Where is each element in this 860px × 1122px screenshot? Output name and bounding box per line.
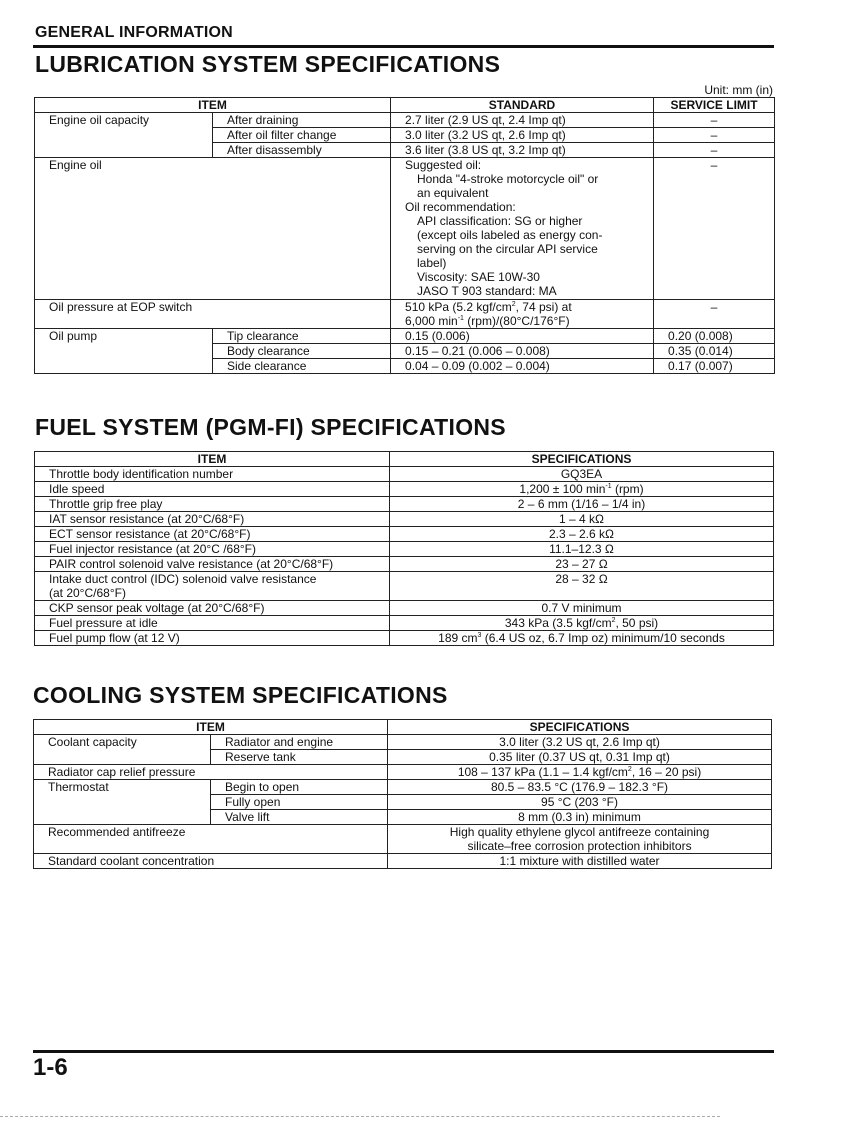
limit-value: – — [654, 143, 775, 158]
sub-item: After draining — [213, 113, 391, 128]
table-header-row — [35, 98, 775, 113]
spec-value: 108 – 137 kPa (1.1 – 1.4 kgf/$cm^2$, 16 – 20 psi) — [388, 765, 772, 780]
standard-value: 0.04 – 0.09 (0.002 – 0.004) — [391, 359, 654, 374]
standard-value: 0.15 – 0.21 (0.006 – 0.008) — [391, 344, 654, 359]
table-row — [35, 512, 774, 527]
sub-item: After oil filter change — [213, 128, 391, 143]
item-label: Thermostat — [34, 780, 211, 825]
limit-value: – — [654, 128, 775, 143]
header-rule — [33, 45, 774, 48]
scan-artifact-line — [0, 1116, 720, 1117]
table-row — [34, 765, 772, 780]
spec-value: 8 mm (0.3 in) minimum — [388, 810, 772, 825]
table-header-row — [35, 452, 774, 467]
fuel-title: FUEL SYSTEM (PGM-FI) SPECIFICATIONS — [35, 414, 506, 440]
table-row — [35, 542, 774, 557]
api-line: serving on the circular API service — [417, 242, 598, 256]
item-label: Intake duct control (IDC) solenoid valve resistance (at 20°C/68°F) — [35, 572, 390, 601]
suggested-oil-line: Honda "4-stroke motorcycle oil" or — [417, 172, 599, 186]
item-label: ECT sensor resistance (at 20°C/68°F) — [35, 527, 390, 542]
table-row — [35, 527, 774, 542]
limit-value: – — [654, 300, 775, 329]
table-row — [35, 616, 774, 631]
sub-item: Tip clearance — [213, 329, 391, 344]
spec-value: 343 kPa (3.5 kgf/$cm^2$, 50 psi) — [390, 616, 774, 631]
table-row — [35, 329, 775, 344]
jaso-line: JASO T 903 standard: MA — [417, 284, 557, 298]
item-label: Oil pressure at EOP switch — [35, 300, 391, 329]
spec-value: 23 – 27 Ω — [390, 557, 774, 572]
spec-value: 11.1–12.3 Ω — [390, 542, 774, 557]
standard-value: 3.0 liter (3.2 US qt, 2.6 Imp qt) — [391, 128, 654, 143]
spec-value: 2 – 6 mm (1/16 – 1/4 in) — [390, 497, 774, 512]
spec-value: 3.0 liter (3.2 US qt, 2.6 Imp qt) — [388, 735, 772, 750]
table-row — [35, 572, 774, 601]
spec-value: 189 $cm^3$ (6.4 US oz, 6.7 Imp oz) minimum/10 seconds — [390, 631, 774, 646]
cooling-title: COOLING SYSTEM SPECIFICATIONS — [33, 682, 448, 708]
item-label: PAIR control solenoid valve resistance (at 20°C/68°F) — [35, 557, 390, 572]
limit-value: 0.35 (0.014) — [654, 344, 775, 359]
sub-item: Radiator and engine — [211, 735, 388, 750]
item-label: Engine oil — [35, 158, 391, 300]
sub-item: Fully open — [211, 795, 388, 810]
table-header-row — [34, 720, 772, 735]
oil-pressure-standard — [391, 300, 654, 329]
item-label: IAT sensor resistance (at 20°C/68°F) — [35, 512, 390, 527]
table-row — [35, 631, 774, 646]
sub-item: Body clearance — [213, 344, 391, 359]
sub-item: Begin to open — [211, 780, 388, 795]
spec-value: 0.7 V minimum — [390, 601, 774, 616]
oil-recommendation-label: Oil recommendation: — [405, 200, 516, 214]
sub-item: After disassembly — [213, 143, 391, 158]
fuel-table — [34, 451, 774, 646]
item-label: Fuel injector resistance (at 20°C /68°F) — [35, 542, 390, 557]
limit-value: 0.17 (0.007) — [654, 359, 775, 374]
spec-value: 1,200 ± 100 $\min^{-1} (rpm)$ — [390, 482, 774, 497]
standard-value: 0.15 (0.006) — [391, 329, 654, 344]
unit-note: Unit: mm (in) — [704, 83, 773, 97]
limit-value: 0.20 (0.008) — [654, 329, 775, 344]
header-specifications: SPECIFICATIONS — [390, 452, 774, 467]
spec-value: 28 – 32 Ω — [390, 572, 774, 601]
item-label: Idle speed — [35, 482, 390, 497]
footer-rule — [33, 1050, 774, 1053]
table-row — [35, 158, 775, 300]
spec-value: 2.3 – 2.6 kΩ — [390, 527, 774, 542]
table-row — [35, 113, 775, 128]
item-label: Throttle grip free play — [35, 497, 390, 512]
table-row — [34, 735, 772, 750]
item-label: Throttle body identification number — [35, 467, 390, 482]
oil-pressure-line: 6,000 $\min^{-1} (rpm)/(80^\circ C/176^\circ F)$ — [405, 314, 570, 328]
item-label: Radiator cap relief pressure — [34, 765, 388, 780]
header-specifications: SPECIFICATIONS — [388, 720, 772, 735]
item-label: Recommended antifreeze — [34, 825, 388, 854]
spec-value: 1:1 mixture with distilled water — [388, 854, 772, 869]
standard-value: 3.6 liter (3.8 US qt, 3.2 Imp qt) — [391, 143, 654, 158]
sub-item: Reserve tank — [211, 750, 388, 765]
item-label: Coolant capacity — [34, 735, 211, 765]
oil-pressure-line: 510 kPa (5.2 kgf/$cm^2$, 74 psi) at — [405, 300, 572, 314]
spec-value: 0.35 liter (0.37 US qt, 0.31 Imp qt) — [388, 750, 772, 765]
item-label: Oil pump — [35, 329, 213, 374]
item-label: Engine oil capacity — [35, 113, 213, 158]
suggested-oil-line: an equivalent — [417, 186, 489, 200]
standard-value: 2.7 liter (2.9 US qt, 2.4 Imp qt) — [391, 113, 654, 128]
item-label: CKP sensor peak voltage (at 20°C/68°F) — [35, 601, 390, 616]
item-label: Standard coolant concentration — [34, 854, 388, 869]
page-number: 1-6 — [33, 1054, 68, 1081]
header-item: ITEM — [35, 98, 391, 113]
spec-value: GQ3EA — [390, 467, 774, 482]
limit-value: – — [654, 158, 775, 300]
viscosity-line: Viscosity: SAE 10W-30 — [417, 270, 540, 284]
suggested-oil-label: Suggested oil: — [405, 158, 482, 172]
spec-value: 80.5 – 83.5 °C (176.9 – 182.3 °F) — [388, 780, 772, 795]
table-row — [35, 557, 774, 572]
table-row — [35, 300, 775, 329]
section-header: GENERAL INFORMATION — [35, 24, 233, 41]
item-label: Fuel pressure at idle — [35, 616, 390, 631]
sub-item: Side clearance — [213, 359, 391, 374]
item-label: Fuel pump flow (at 12 V) — [35, 631, 390, 646]
sub-item: Valve lift — [211, 810, 388, 825]
table-row — [35, 467, 774, 482]
table-row — [34, 854, 772, 869]
header-service-limit: SERVICE LIMIT — [654, 98, 775, 113]
api-line: API classification: SG or higher — [417, 214, 583, 228]
table-row — [35, 497, 774, 512]
api-line: (except oils labeled as energy con- — [417, 228, 603, 242]
spec-value: 95 °C (203 °F) — [388, 795, 772, 810]
limit-value: – — [654, 113, 775, 128]
table-row — [34, 825, 772, 854]
table-row — [34, 780, 772, 795]
header-item: ITEM — [34, 720, 388, 735]
spec-value: 1 – 4 kΩ — [390, 512, 774, 527]
lubrication-title: LUBRICATION SYSTEM SPECIFICATIONS — [35, 51, 501, 77]
api-line: label) — [417, 256, 447, 270]
cooling-table — [33, 719, 772, 869]
table-row — [35, 601, 774, 616]
spec-value: High quality ethylene glycol antifreeze containing silicate–free corrosion protection inhibitors — [388, 825, 772, 854]
table-row — [35, 482, 774, 497]
lubrication-table — [34, 97, 775, 374]
header-standard: STANDARD — [391, 98, 654, 113]
header-item: ITEM — [35, 452, 390, 467]
engine-oil-standard — [391, 158, 654, 300]
